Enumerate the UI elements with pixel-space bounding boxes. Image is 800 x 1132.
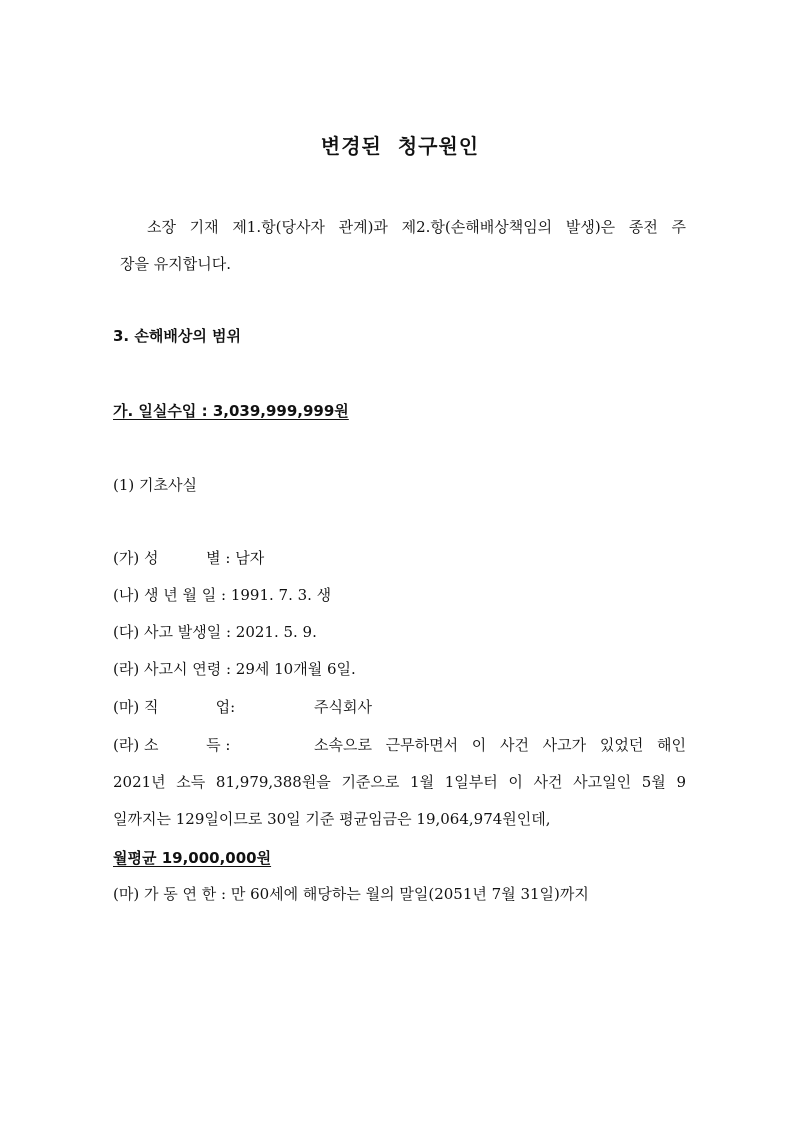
fact-income-line-2: 2021년 소득 81,979,388원을 기준으로 1월 1일부터 이 사건 사고일인 5월 9 bbox=[113, 773, 686, 791]
fact-income-line-1: 소속으로 근무하면서 이 사건 사고가 있었던 해인 bbox=[314, 736, 686, 754]
fact-income-line-3: 일까지는 129일이므로 30일 기준 평균임금은 19,064,974원인데, bbox=[113, 810, 551, 828]
fact-job-label: (마) 직 업: bbox=[113, 698, 236, 716]
fact-working-period: (마) 가 동 연 한 : 만 60세에 해당하는 월의 말일(2051년 7월 31일)까지 bbox=[113, 885, 589, 903]
fact-birth-date: (나) 생 년 월 일 : 1991. 7. 3. 생 bbox=[113, 586, 332, 604]
intro-line-2: 장을 유지합니다. bbox=[120, 255, 231, 273]
fact-gender: (가) 성 별 : 남자 bbox=[113, 549, 265, 567]
fact-age-at-accident: (라) 사고시 연령 : 29세 10개월 6일. bbox=[113, 660, 356, 678]
fact-income-label: (라) 소 득 : bbox=[113, 736, 231, 754]
fact-accident-date: (다) 사고 발생일 : 2021. 5. 9. bbox=[113, 623, 317, 641]
document-title: 변경된 청구원인 bbox=[320, 134, 480, 158]
lost-income-heading: 가. 일실수입 : 3,039,999,999원 bbox=[113, 402, 349, 420]
intro-line-1: 소장 기재 제1.항(당사자 관계)과 제2.항(손해배상책임의 발생)은 종전 주 bbox=[147, 218, 686, 236]
monthly-average-income: 월평균 19,000,000원 bbox=[113, 849, 272, 867]
section-3-heading: 3. 손해배상의 범위 bbox=[113, 327, 242, 345]
fact-job-value: 주식회사 bbox=[314, 698, 372, 716]
basic-facts-heading: (1) 기초사실 bbox=[113, 476, 197, 494]
